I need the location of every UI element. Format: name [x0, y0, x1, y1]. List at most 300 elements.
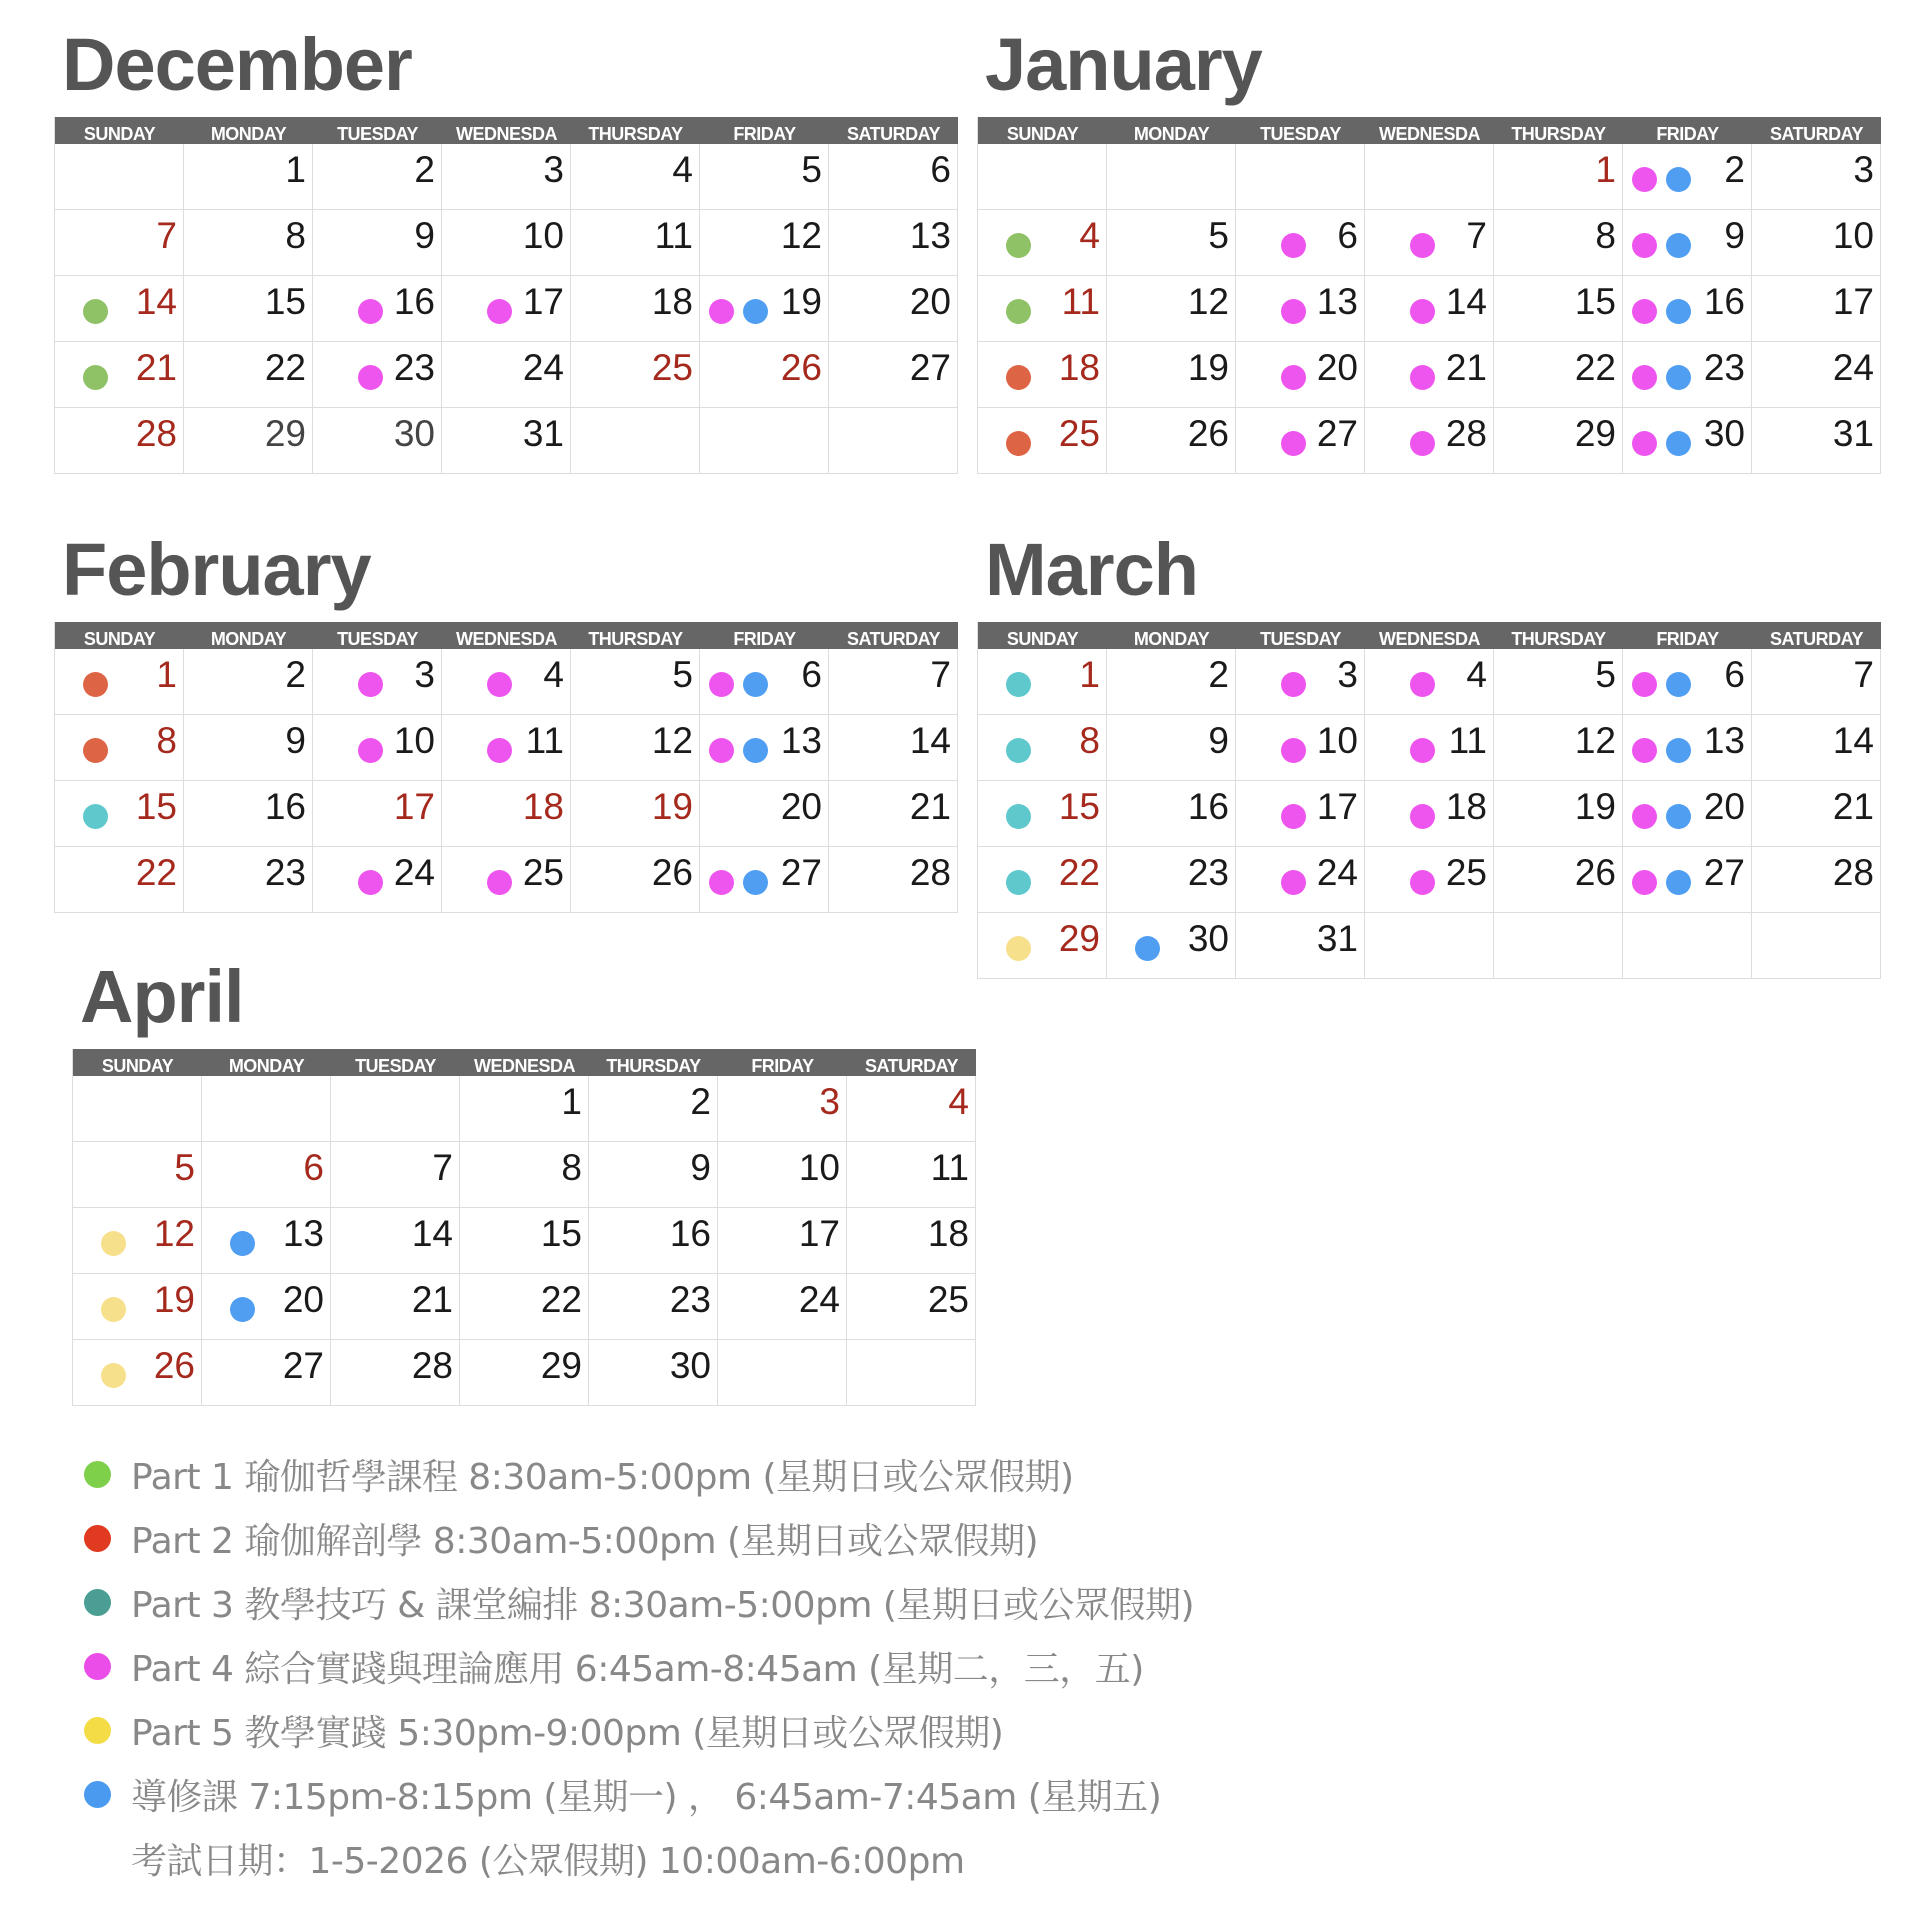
session-markers — [1410, 431, 1435, 456]
day-cell — [1494, 276, 1623, 341]
day-cell — [1236, 649, 1365, 714]
part4-dot-icon — [1281, 870, 1306, 895]
day-number: 25 — [1445, 852, 1487, 893]
day-number: 7 — [1466, 215, 1487, 256]
day-number: 10 — [798, 1147, 840, 1188]
day-cell — [1623, 408, 1752, 473]
day-number: 8 — [156, 720, 177, 761]
weekday-label: SATURDAY — [846, 629, 940, 649]
day-cell — [1623, 276, 1752, 341]
day-number: 27 — [780, 852, 822, 893]
part4-dot-icon — [1281, 738, 1306, 763]
part4-dot-icon — [1281, 804, 1306, 829]
day-cell — [1236, 408, 1365, 473]
day-number: 13 — [909, 215, 951, 256]
part2-dot-icon — [83, 672, 108, 697]
day-number: 7 — [930, 654, 951, 695]
day-number: 12 — [153, 1213, 195, 1254]
day-cell — [1236, 847, 1365, 912]
day-number: 7 — [156, 215, 177, 256]
tutor-dot-icon — [1666, 870, 1691, 895]
legend-text: 導修課 7:15pm-8:15pm (星期一) ， 6:45am-7:45am (星期五) — [131, 1776, 1162, 1818]
blue-dot-icon — [84, 1781, 111, 1808]
day-number: 4 — [948, 1081, 969, 1122]
day-number: 17 — [798, 1213, 840, 1254]
day-number: 9 — [285, 720, 306, 761]
day-number: 30 — [1187, 918, 1229, 959]
day-number: 25 — [651, 347, 693, 388]
session-markers — [1410, 672, 1435, 697]
weekday-label: SATURDAY — [846, 124, 940, 144]
tutor-dot-icon — [743, 738, 768, 763]
day-cell — [700, 342, 829, 407]
day-number: 9 — [1208, 720, 1229, 761]
session-markers — [230, 1231, 255, 1256]
part1-dot-icon — [83, 365, 108, 390]
day-cell — [1494, 408, 1623, 473]
day-number: 26 — [153, 1345, 195, 1386]
week-row — [55, 649, 958, 715]
part4-dot-icon — [358, 672, 383, 697]
weekday-label: TUESDAY — [337, 124, 418, 144]
day-cell — [73, 1340, 202, 1405]
day-number: 10 — [522, 215, 564, 256]
empty-cell — [1236, 144, 1365, 209]
day-cell — [1752, 210, 1881, 275]
session-markers — [487, 870, 512, 895]
day-cell — [73, 1274, 202, 1339]
day-number: 2 — [690, 1081, 711, 1122]
weekday-label: WEDNESDA — [455, 629, 557, 649]
weekday-header — [978, 622, 1881, 649]
part4-dot-icon — [358, 365, 383, 390]
part4-dot-icon — [487, 299, 512, 324]
day-number: 17 — [1316, 786, 1358, 827]
day-number: 14 — [1445, 281, 1487, 322]
day-cell — [460, 1208, 589, 1273]
session-markers — [1006, 672, 1031, 697]
day-cell — [460, 1340, 589, 1405]
day-number: 6 — [1337, 215, 1358, 256]
day-number: 22 — [135, 852, 177, 893]
day-cell — [829, 649, 958, 714]
day-number: 3 — [819, 1081, 840, 1122]
calendar-grid — [54, 622, 958, 913]
day-number: 27 — [909, 347, 951, 388]
weekday-label: MONDAY — [228, 1056, 305, 1076]
day-cell — [700, 781, 829, 846]
week-row — [978, 342, 1881, 408]
session-markers — [358, 365, 383, 390]
day-number: 11 — [654, 215, 693, 256]
day-number: 29 — [540, 1345, 582, 1386]
day-number: 23 — [1703, 347, 1745, 388]
day-cell — [829, 276, 958, 341]
day-cell — [1494, 144, 1623, 209]
session-markers — [1632, 167, 1691, 192]
week-row — [978, 781, 1881, 847]
day-cell — [589, 1076, 718, 1141]
part4-dot-icon — [1281, 365, 1306, 390]
exam-note-text: 考試日期：1-5-2026 (公眾假期) 10:00am-6:00pm — [131, 1840, 965, 1882]
session-markers — [1281, 233, 1306, 258]
part4-dot-icon — [358, 738, 383, 763]
day-number: 28 — [1445, 413, 1487, 454]
day-cell — [1236, 913, 1365, 978]
weekday-label: SATURDAY — [1769, 629, 1863, 649]
session-markers — [1632, 738, 1691, 763]
part4-dot-icon — [1281, 233, 1306, 258]
part4-dot-icon — [709, 299, 734, 324]
session-markers — [1135, 936, 1160, 961]
legend-item-part2 — [84, 1506, 1194, 1570]
day-cell — [718, 1076, 847, 1141]
day-number: 21 — [1832, 786, 1874, 827]
day-cell — [313, 847, 442, 912]
day-cell — [1623, 342, 1752, 407]
day-cell — [1107, 781, 1236, 846]
day-number: 25 — [522, 852, 564, 893]
day-cell — [313, 342, 442, 407]
weekday-label: WEDNESDA — [1378, 629, 1480, 649]
day-cell — [1107, 276, 1236, 341]
weekday-label: SATURDAY — [1769, 124, 1863, 144]
day-number: 28 — [135, 413, 177, 454]
day-cell — [55, 342, 184, 407]
day-number: 10 — [1832, 215, 1874, 256]
day-number: 6 — [1724, 654, 1745, 695]
day-number: 23 — [264, 852, 306, 893]
day-cell — [847, 1142, 976, 1207]
part4-dot-icon — [1632, 870, 1657, 895]
weekday-label: TUESDAY — [1260, 629, 1341, 649]
day-number: 12 — [1574, 720, 1616, 761]
day-cell — [700, 847, 829, 912]
day-number: 10 — [1316, 720, 1358, 761]
day-number: 19 — [651, 786, 693, 827]
session-markers — [1632, 804, 1691, 829]
session-markers — [1410, 870, 1435, 895]
day-cell — [978, 715, 1107, 780]
week-row — [978, 913, 1881, 979]
day-cell — [1494, 715, 1623, 780]
part5-dot-icon — [1006, 936, 1031, 961]
session-markers — [1281, 672, 1306, 697]
tutor-dot-icon — [230, 1297, 255, 1322]
day-number: 8 — [561, 1147, 582, 1188]
session-markers — [1281, 870, 1306, 895]
day-cell — [571, 715, 700, 780]
part4-dot-icon — [1632, 738, 1657, 763]
day-number: 15 — [264, 281, 306, 322]
calendar-grid — [72, 1049, 976, 1406]
day-number: 2 — [1208, 654, 1229, 695]
day-cell — [718, 1274, 847, 1339]
day-cell — [55, 210, 184, 275]
day-number: 26 — [651, 852, 693, 893]
calendar-grid — [977, 117, 1881, 474]
day-number: 21 — [1445, 347, 1487, 388]
day-number: 2 — [414, 149, 435, 190]
weekday-label: WEDNESDA — [473, 1056, 575, 1076]
session-markers — [1006, 431, 1031, 456]
part4-dot-icon — [1410, 299, 1435, 324]
tutor-dot-icon — [743, 299, 768, 324]
day-cell — [1752, 781, 1881, 846]
day-cell — [331, 1340, 460, 1405]
session-markers — [83, 299, 108, 324]
legend — [84, 1442, 1194, 1890]
day-number: 6 — [303, 1147, 324, 1188]
day-number: 4 — [543, 654, 564, 695]
day-number: 19 — [1187, 347, 1229, 388]
day-number: 14 — [909, 720, 951, 761]
day-number: 6 — [930, 149, 951, 190]
day-number: 13 — [1316, 281, 1358, 322]
tutor-dot-icon — [1666, 233, 1691, 258]
session-markers — [358, 299, 383, 324]
part3-dot-icon — [1006, 804, 1031, 829]
day-number: 3 — [543, 149, 564, 190]
part5-dot-icon — [101, 1231, 126, 1256]
weekday-label: WEDNESDA — [1378, 124, 1480, 144]
weekday-label: TUESDAY — [355, 1056, 436, 1076]
day-cell — [700, 144, 829, 209]
month-title: December — [62, 23, 412, 106]
day-cell — [1365, 847, 1494, 912]
day-cell — [442, 847, 571, 912]
day-number: 27 — [282, 1345, 324, 1386]
day-number: 14 — [135, 281, 177, 322]
day-number: 5 — [672, 654, 693, 695]
session-markers — [358, 672, 383, 697]
part4-dot-icon — [1410, 738, 1435, 763]
day-cell — [1623, 781, 1752, 846]
day-number: 14 — [411, 1213, 453, 1254]
day-cell — [1752, 144, 1881, 209]
weekday-label: FRIDAY — [733, 629, 796, 649]
day-number: 16 — [264, 786, 306, 827]
day-cell — [829, 781, 958, 846]
day-cell — [184, 144, 313, 209]
day-cell — [1752, 342, 1881, 407]
day-cell — [847, 1208, 976, 1273]
day-cell — [1752, 276, 1881, 341]
day-cell — [829, 210, 958, 275]
day-number: 21 — [909, 786, 951, 827]
session-markers — [487, 299, 512, 324]
red-dot-icon — [84, 1525, 111, 1552]
day-number: 22 — [264, 347, 306, 388]
day-number: 20 — [780, 786, 822, 827]
day-number: 21 — [135, 347, 177, 388]
empty-cell — [73, 1076, 202, 1141]
day-number: 13 — [780, 720, 822, 761]
week-row — [978, 715, 1881, 781]
day-number: 15 — [1058, 786, 1100, 827]
empty-cell — [1752, 913, 1881, 978]
legend-item-tutorial — [84, 1762, 1194, 1826]
session-markers — [709, 738, 768, 763]
week-row — [978, 649, 1881, 715]
weekday-label: THURSDAY — [1511, 629, 1606, 649]
day-cell — [589, 1142, 718, 1207]
weekday-label: FRIDAY — [1656, 124, 1719, 144]
day-number: 20 — [1316, 347, 1358, 388]
day-cell — [331, 1142, 460, 1207]
session-markers — [1410, 804, 1435, 829]
session-markers — [1410, 738, 1435, 763]
day-number: 2 — [1724, 149, 1745, 190]
day-cell — [1365, 342, 1494, 407]
part1-dot-icon — [83, 299, 108, 324]
day-cell — [1623, 144, 1752, 209]
day-number: 11 — [1061, 281, 1100, 322]
day-number: 12 — [780, 215, 822, 256]
day-cell — [571, 847, 700, 912]
day-cell — [55, 847, 184, 912]
day-cell — [73, 1142, 202, 1207]
day-number: 29 — [1574, 413, 1616, 454]
day-cell — [184, 649, 313, 714]
session-markers — [1410, 299, 1435, 324]
day-number: 30 — [1703, 413, 1745, 454]
day-cell — [978, 276, 1107, 341]
day-cell — [184, 408, 313, 473]
day-number: 12 — [651, 720, 693, 761]
day-cell — [1236, 276, 1365, 341]
day-cell — [184, 715, 313, 780]
legend-text: Part 3 教學技巧 & 課堂編排 8:30am-5:00pm (星期日或公眾假期) — [131, 1584, 1195, 1626]
week-row — [73, 1340, 976, 1406]
day-cell — [331, 1208, 460, 1273]
weekday-label: THURSDAY — [1511, 124, 1606, 144]
part4-dot-icon — [1632, 365, 1657, 390]
part4-dot-icon — [1410, 672, 1435, 697]
day-number: 7 — [432, 1147, 453, 1188]
calendar-grid — [977, 622, 1881, 979]
empty-cell — [1365, 144, 1494, 209]
session-markers — [83, 738, 108, 763]
day-number: 31 — [1832, 413, 1874, 454]
session-markers — [358, 738, 383, 763]
month-title: March — [985, 528, 1198, 611]
day-cell — [571, 210, 700, 275]
part4-dot-icon — [1281, 672, 1306, 697]
day-cell — [1236, 342, 1365, 407]
day-number: 16 — [393, 281, 435, 322]
legend-text: Part 5 教學實踐 5:30pm-9:00pm (星期日或公眾假期) — [131, 1712, 1004, 1754]
day-number: 4 — [1466, 654, 1487, 695]
day-number: 14 — [1832, 720, 1874, 761]
day-cell — [184, 210, 313, 275]
empty-cell — [829, 408, 958, 473]
session-markers — [487, 738, 512, 763]
part4-dot-icon — [1410, 804, 1435, 829]
day-cell — [700, 649, 829, 714]
part4-dot-icon — [1410, 870, 1435, 895]
session-markers — [487, 672, 512, 697]
session-markers — [1632, 672, 1691, 697]
session-markers — [1281, 431, 1306, 456]
day-cell — [1623, 715, 1752, 780]
day-cell — [460, 1142, 589, 1207]
legend-item-part1 — [84, 1442, 1194, 1506]
day-cell — [571, 276, 700, 341]
session-markers — [709, 870, 768, 895]
day-number: 9 — [414, 215, 435, 256]
weekday-label: TUESDAY — [337, 629, 418, 649]
month-title: February — [62, 528, 371, 611]
yellow-dot-icon — [84, 1717, 111, 1744]
part4-dot-icon — [1410, 431, 1435, 456]
day-cell — [202, 1274, 331, 1339]
day-number: 18 — [1058, 347, 1100, 388]
legend-item-part5 — [84, 1698, 1194, 1762]
day-number: 25 — [927, 1279, 969, 1320]
day-cell — [700, 210, 829, 275]
day-number: 23 — [393, 347, 435, 388]
session-markers — [83, 804, 108, 829]
day-cell — [55, 781, 184, 846]
day-number: 11 — [1448, 720, 1487, 761]
day-number: 9 — [690, 1147, 711, 1188]
tutor-dot-icon — [743, 672, 768, 697]
session-markers — [1006, 804, 1031, 829]
day-cell — [1752, 715, 1881, 780]
session-markers — [1410, 365, 1435, 390]
day-cell — [460, 1274, 589, 1339]
day-cell — [978, 210, 1107, 275]
day-cell — [589, 1340, 718, 1405]
part2-dot-icon — [1006, 365, 1031, 390]
session-markers — [1632, 365, 1691, 390]
empty-cell — [1494, 913, 1623, 978]
session-markers — [101, 1363, 126, 1388]
part4-dot-icon — [1632, 299, 1657, 324]
weekday-label: SUNDAY — [101, 1056, 174, 1076]
day-number: 4 — [1079, 215, 1100, 256]
magenta-dot-icon — [84, 1653, 111, 1680]
day-number: 19 — [153, 1279, 195, 1320]
session-markers — [1006, 299, 1031, 324]
session-markers — [1006, 870, 1031, 895]
tutor-dot-icon — [1666, 804, 1691, 829]
day-number: 29 — [264, 413, 306, 454]
weekday-label: THURSDAY — [588, 629, 683, 649]
part4-dot-icon — [487, 738, 512, 763]
weekday-label: SUNDAY — [1006, 629, 1079, 649]
day-cell — [589, 1208, 718, 1273]
weekday-label: SUNDAY — [1006, 124, 1079, 144]
weekday-label: FRIDAY — [751, 1056, 814, 1076]
day-cell — [73, 1208, 202, 1273]
part4-dot-icon — [358, 299, 383, 324]
part4-dot-icon — [709, 738, 734, 763]
day-cell — [718, 1142, 847, 1207]
day-cell — [442, 649, 571, 714]
day-number: 18 — [1445, 786, 1487, 827]
day-number: 26 — [1187, 413, 1229, 454]
part2-dot-icon — [1006, 431, 1031, 456]
day-cell — [184, 847, 313, 912]
day-number: 25 — [1058, 413, 1100, 454]
day-number: 15 — [1574, 281, 1616, 322]
day-cell — [571, 781, 700, 846]
part1-dot-icon — [1006, 233, 1031, 258]
tutor-dot-icon — [1666, 299, 1691, 324]
weekday-label: MONDAY — [1133, 629, 1210, 649]
